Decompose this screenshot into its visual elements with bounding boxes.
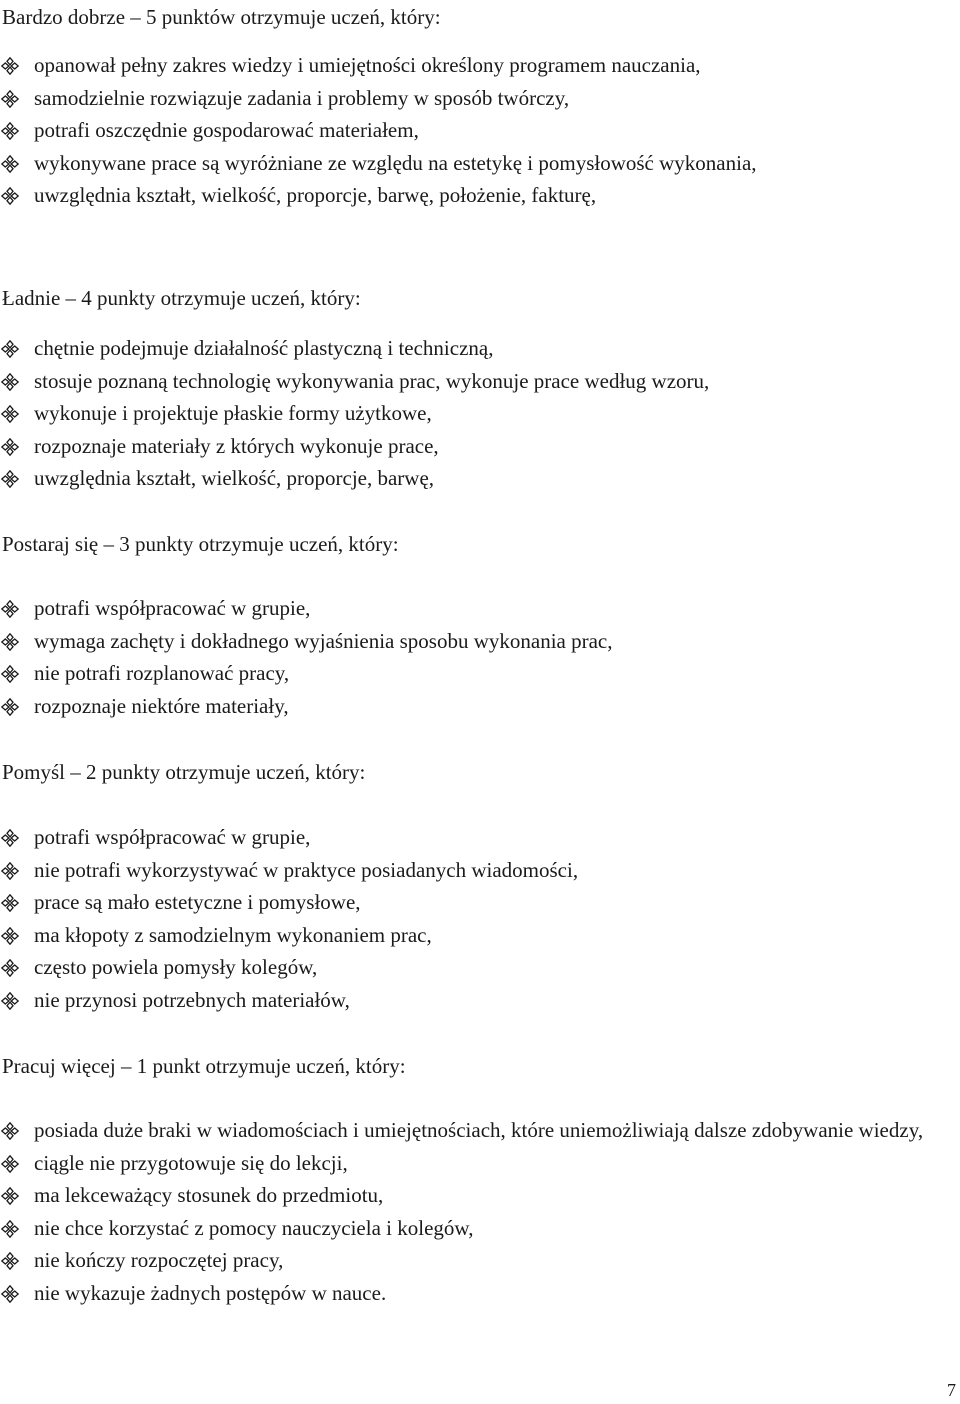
diamond-bullet-icon — [1, 1122, 19, 1140]
list-item — [0, 854, 958, 887]
list-item — [0, 332, 958, 365]
diamond-bullet-icon — [1, 829, 19, 847]
list-item — [0, 1244, 958, 1277]
diamond-bullet-icon — [1, 927, 19, 945]
list-item-text: uwzględnia kształt, wielkość, proporcje, barwę, — [34, 466, 435, 491]
list-item-text: wykonywane prace są wyróżniane ze względu na estetykę i pomysłowość wykonania, — [34, 150, 757, 175]
list-item — [0, 886, 958, 919]
diamond-bullet-icon — [1, 894, 19, 912]
section-heading: Ładnie – 4 punkty otrzymuje uczeń, który: — [2, 286, 361, 310]
diamond-bullet-icon — [1, 992, 19, 1010]
diamond-bullet-icon — [1, 155, 19, 173]
list-item-text: nie kończy rozpoczętej pracy, — [34, 1248, 284, 1273]
list-item-text: rozpoznaje materiały z których wykonuje prace, — [34, 433, 439, 458]
diamond-bullet-icon — [1, 1187, 19, 1205]
diamond-bullet-icon — [1, 698, 19, 716]
diamond-bullet-icon — [1, 862, 19, 880]
diamond-bullet-icon — [1, 122, 19, 140]
list-item — [0, 984, 958, 1017]
list-item — [0, 114, 958, 147]
list-item-text: nie potrafi wykorzystywać w praktyce posiadanych wiadomości, — [34, 857, 579, 882]
list-item-text: potrafi współpracować w grupie, — [34, 825, 311, 849]
criteria-list — [0, 592, 958, 722]
section-heading: Pracuj więcej – 1 punkt otrzymuje uczeń, który: — [2, 1054, 406, 1078]
list-item — [0, 365, 958, 398]
page-number: 7 — [947, 1380, 956, 1400]
section-heading: Bardzo dobrze – 5 punktów otrzymuje uczeń, który: — [2, 5, 441, 29]
list-item — [0, 919, 958, 952]
list-item-text: nie przynosi potrzebnych materiałów, — [34, 987, 350, 1012]
diamond-bullet-icon — [1, 1220, 19, 1238]
list-item-text: wykonuje i projektuje płaskie formy użytkowe, — [34, 401, 432, 426]
list-item — [0, 690, 958, 723]
list-item — [0, 462, 958, 495]
list-item — [0, 1179, 958, 1212]
diamond-bullet-icon — [1, 1285, 19, 1303]
section-heading: Postaraj się – 3 punkty otrzymuje uczeń, który: — [2, 532, 399, 556]
list-item-text: rozpoznaje niektóre materiały, — [34, 693, 289, 718]
diamond-bullet-icon — [1, 373, 19, 391]
diamond-bullet-icon — [1, 187, 19, 205]
diamond-bullet-icon — [1, 57, 19, 75]
diamond-bullet-icon — [1, 633, 19, 651]
list-item-text: uwzględnia kształt, wielkość, proporcje, barwę, położenie, fakturę, — [34, 183, 597, 208]
list-item-text: posiada duże braki w wiadomościach i umiejętnościach, które uniemożliwiają dalsze zdobywanie wiedzy, — [34, 1118, 924, 1142]
diamond-bullet-icon — [1, 90, 19, 108]
list-item — [0, 1114, 958, 1147]
list-item-text: wymaga zachęty i dokładnego wyjaśnienia sposobu wykonania prac, — [34, 628, 613, 653]
criteria-list — [0, 1114, 958, 1310]
list-item — [0, 397, 958, 430]
list-item-text: ma kłopoty z samodzielnym wykonaniem prac, — [34, 922, 432, 947]
list-item — [0, 592, 958, 625]
list-item-text: stosuje poznaną technologię wykonywania prac, wykonuje prace według wzoru, — [34, 368, 710, 393]
diamond-bullet-icon — [1, 405, 19, 423]
list-item-text: potrafi oszczędnie gospodarować materiałem, — [34, 118, 419, 143]
list-item-text: nie wykazuje żadnych postępów w nauce. — [34, 1280, 387, 1305]
section-heading: Pomyśl – 2 punkty otrzymuje uczeń, który: — [2, 760, 366, 784]
criteria-list — [0, 821, 958, 1017]
list-item — [0, 657, 958, 690]
diamond-bullet-icon — [1, 959, 19, 977]
list-item-text: ma lekceważący stosunek do przedmiotu, — [34, 1183, 384, 1208]
diamond-bullet-icon — [1, 1252, 19, 1270]
list-item — [0, 1212, 958, 1245]
list-item — [0, 951, 958, 984]
diamond-bullet-icon — [1, 1155, 19, 1173]
diamond-bullet-icon — [1, 438, 19, 456]
list-item-text: chętnie podejmuje działalność plastyczną i techniczną, — [34, 336, 494, 360]
diamond-bullet-icon — [1, 340, 19, 358]
list-item-text: prace są mało estetyczne i pomysłowe, — [34, 890, 361, 915]
list-item-text: ciągle nie przygotowuje się do lekcji, — [34, 1150, 348, 1175]
list-item-text: nie potrafi rozplanować pracy, — [34, 661, 290, 686]
list-item — [0, 821, 958, 854]
list-item — [0, 179, 958, 212]
criteria-list — [0, 49, 958, 212]
list-item — [0, 49, 958, 82]
list-item-text: opanował pełny zakres wiedzy i umiejętności określony programem nauczania, — [34, 53, 701, 77]
list-item-text: samodzielnie rozwiązuje zadania i problemy w sposób twórczy, — [34, 85, 570, 110]
list-item — [0, 147, 958, 180]
list-item-text: potrafi współpracować w grupie, — [34, 596, 311, 620]
list-item — [0, 82, 958, 115]
diamond-bullet-icon — [1, 600, 19, 618]
list-item-text: często powiela pomysły kolegów, — [34, 955, 318, 980]
list-item — [0, 1277, 958, 1310]
diamond-bullet-icon — [1, 665, 19, 683]
list-item-text: nie chce korzystać z pomocy nauczyciela i kolegów, — [34, 1215, 474, 1240]
diamond-bullet-icon — [1, 470, 19, 488]
list-item — [0, 625, 958, 658]
list-item — [0, 1147, 958, 1180]
list-item — [0, 430, 958, 463]
criteria-list — [0, 332, 958, 495]
